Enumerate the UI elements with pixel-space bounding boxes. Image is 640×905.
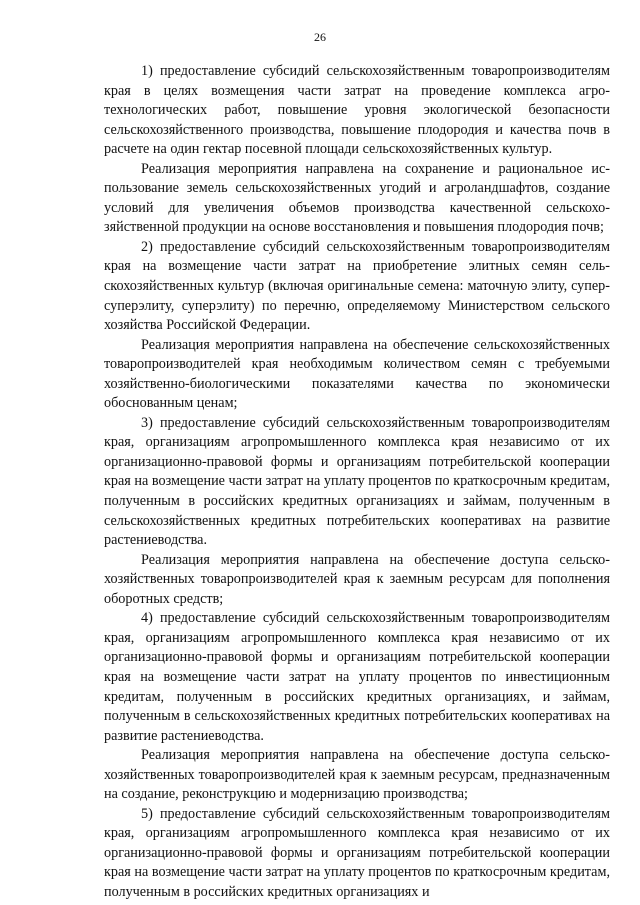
paragraph-implementation-3: Реализация мероприятия направлена на обеспечение доступа сельскохозяйственных товаропроизводителей края к заемным ресурсам для пополнения оборотных средств;: [104, 551, 610, 607]
paragraph-implementation-2: Реализация мероприятия направлена на обеспечение сельскохозяйственных товаропроизводителей края необходимым количеством семян с требуемыми хозяйственно-биологическими показателями качества по экономически обоснованным ценам;: [104, 336, 610, 412]
page-number: 26: [314, 30, 326, 44]
document-body: [104, 62, 610, 903]
paragraph-implementation-4: Реализация мероприятия направлена на обеспечение доступа сельскохозяйственных товаропроизводителей края к заемным ресурсам, предназначенным на создание, реконструкцию и модернизацию производства;: [104, 747, 610, 803]
paragraph-item-1: 1) предоставление субсидий сельскохозяйственным товаропроизводителям края в целях возмещения части затрат на проведение комплекса агротехнологических работ, повышение уровня экологической безопасности сельскохозяйственного производства, повышение плодородия и качества почв в расчете на один гектар посевной площади сельскохозяйственных культур.: [104, 63, 610, 158]
paragraph-item-4: 4) предоставление субсидий сельскохозяйственным товаропроизводителям края, организациям агропромышленного комплекса края независимо от их организационно-правовой формы и организациям потребительской кооперации края на возмещение части затрат на уплату процентов по инвестиционным кредитам, полученным в российских кредитных организациях, и займам, полученным в сельскохозяйственных кредитных потребительских кооперативах на развитие растениеводства.: [104, 610, 610, 744]
paragraph-item-5: 5) предоставление субсидий сельскохозяйственным товаропроизводителям края, организациям агропромышленного комплекса края независимо от их организационно-правовой формы и организациям потребительской кооперации края на возмещение части затрат на уплату процентов по краткосрочным кредитам, полученным в российских кредитных организациях и: [104, 805, 610, 900]
paragraph-item-3: 3) предоставление субсидий сельскохозяйственным товаропроизводителям края, организациям агропромышленного комплекса края независимо от их организационно-правовой формы и организациям потребительской кооперации края на возмещение части затрат на уплату процентов по краткосрочным кредитам, полученным в российских кредитных организациях и займам, полученным в сельскохозяйственных кредитных потребительских кооперативах на развитие растениеводства.: [104, 414, 610, 549]
paragraph-item-2: 2) предоставление субсидий сельскохозяйственным товаропроизводителям края на возмещение части затрат на приобретение элитных семян сельскохозяйственных культур (включая оригинальные семена: маточную элиту, супер-суперэлиту, суперэлиту) по перечню, определяемому Министерством сельского хозяйства Российской Федерации.: [104, 238, 610, 334]
paragraph-implementation-1: Реализация мероприятия направлена на сохранение и рациональное использование земель сельскохозяйственных угодий и агроландшафтов, создание условий для увеличения объемов производства качественной сельскохозяйственной продукции на основе восстановления и повышения плодородия почв;: [104, 160, 610, 236]
